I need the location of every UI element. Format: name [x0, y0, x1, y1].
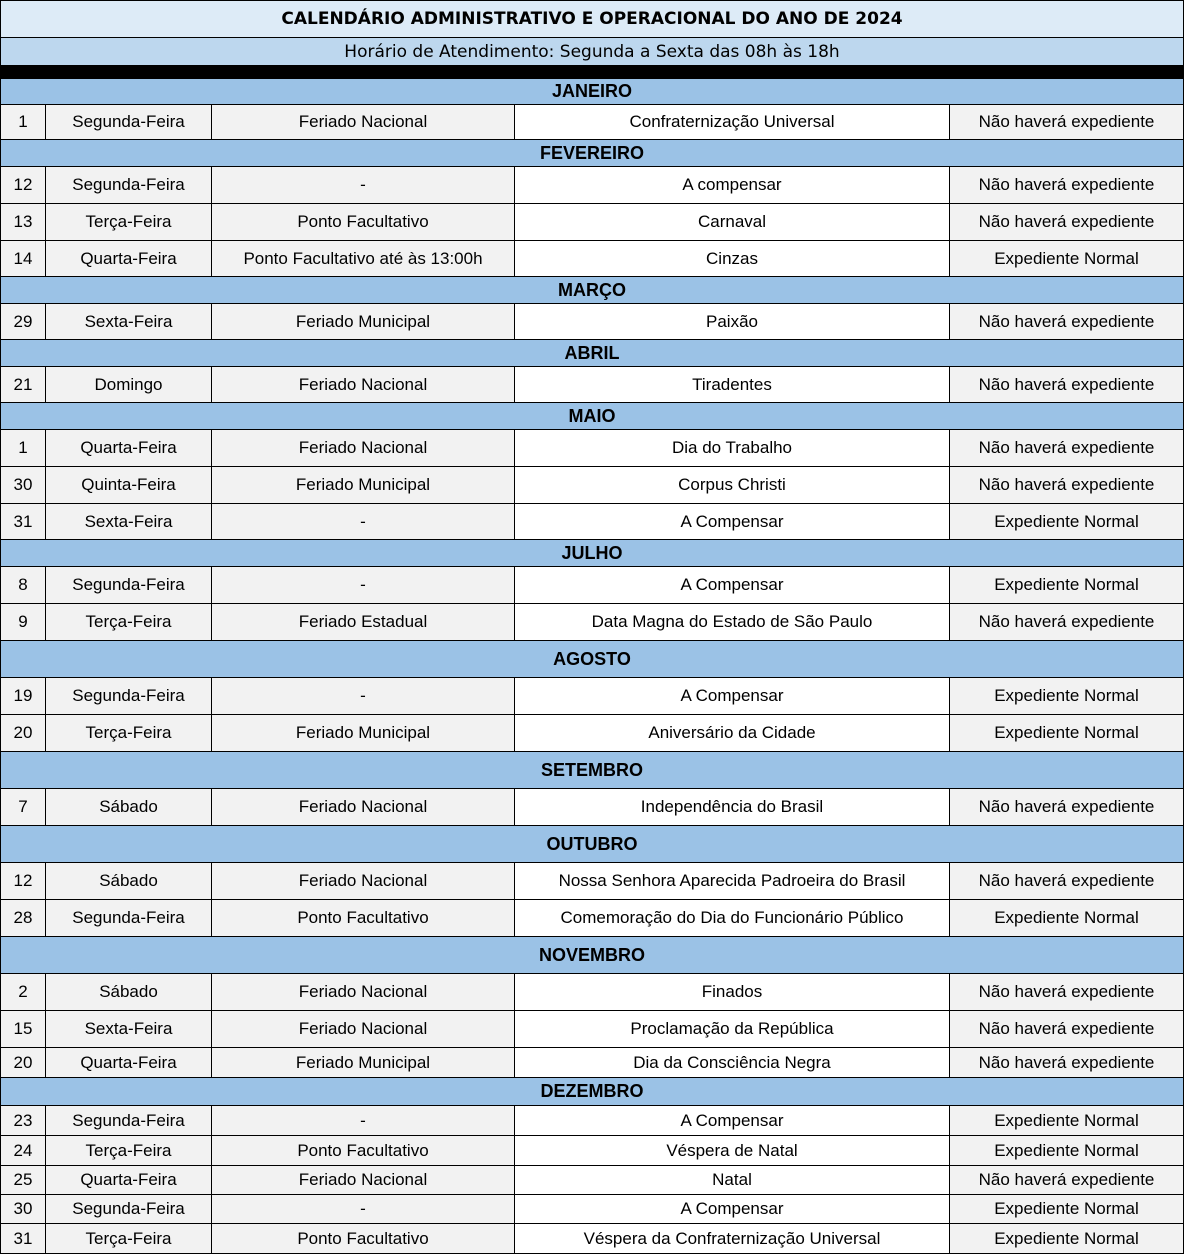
description-cell: Corpus Christi [515, 467, 950, 503]
type-cell: - [212, 678, 515, 714]
table-row [0, 241, 1184, 277]
table-row [0, 1195, 1184, 1224]
type-cell: Feriado Nacional [212, 1166, 515, 1194]
weekday-cell: Quarta-Feira [46, 1048, 212, 1077]
weekday-cell: Quarta-Feira [46, 1166, 212, 1194]
description-cell: Independência do Brasil [515, 789, 950, 825]
status-cell: Expediente Normal [950, 1195, 1184, 1223]
weekday-cell: Sexta-Feira [46, 1011, 212, 1047]
description-cell: A Compensar [515, 567, 950, 603]
table-row [0, 367, 1184, 403]
month-header: MAIO [0, 403, 1184, 430]
opening-hours-subtitle: Horário de Atendimento: Segunda a Sexta das 08h às 18h [0, 38, 1184, 65]
weekday-cell: Quarta-Feira [46, 241, 212, 276]
table-row [0, 204, 1184, 241]
status-cell: Expediente Normal [950, 715, 1184, 751]
type-cell: Ponto Facultativo [212, 1224, 515, 1253]
table-row [0, 567, 1184, 604]
table-row [0, 430, 1184, 467]
weekday-cell: Terça-Feira [46, 1224, 212, 1253]
weekday-cell: Terça-Feira [46, 204, 212, 240]
month-header: NOVEMBRO [0, 937, 1184, 974]
status-cell: Expediente Normal [950, 1224, 1184, 1253]
day-cell: 9 [1, 604, 46, 640]
table-row [0, 974, 1184, 1011]
description-cell: A compensar [515, 167, 950, 203]
day-cell: 24 [1, 1136, 46, 1165]
weekday-cell: Domingo [46, 367, 212, 402]
description-cell: Finados [515, 974, 950, 1010]
month-header: ABRIL [0, 340, 1184, 367]
weekday-cell: Sábado [46, 974, 212, 1010]
status-cell: Expediente Normal [950, 900, 1184, 936]
table-row [0, 467, 1184, 504]
weekday-cell: Segunda-Feira [46, 1106, 212, 1135]
status-cell: Não haverá expediente [950, 974, 1184, 1010]
day-cell: 1 [1, 430, 46, 466]
type-cell: - [212, 167, 515, 203]
description-cell: Aniversário da Cidade [515, 715, 950, 751]
status-cell: Não haverá expediente [950, 167, 1184, 203]
weekday-cell: Sábado [46, 863, 212, 899]
weekday-cell: Sexta-Feira [46, 504, 212, 539]
type-cell: Feriado Municipal [212, 1048, 515, 1077]
table-row [0, 863, 1184, 900]
type-cell: Feriado Nacional [212, 1011, 515, 1047]
type-cell: - [212, 1106, 515, 1135]
month-header: AGOSTO [0, 641, 1184, 678]
type-cell: Ponto Facultativo [212, 900, 515, 936]
weekday-cell: Terça-Feira [46, 604, 212, 640]
day-cell: 28 [1, 900, 46, 936]
description-cell: Carnaval [515, 204, 950, 240]
type-cell: Feriado Nacional [212, 863, 515, 899]
status-cell: Não haverá expediente [950, 1048, 1184, 1077]
weekday-cell: Segunda-Feira [46, 105, 212, 139]
day-cell: 2 [1, 974, 46, 1010]
description-cell: Dia da Consciência Negra [515, 1048, 950, 1077]
weekday-cell: Segunda-Feira [46, 1195, 212, 1223]
status-cell: Expediente Normal [950, 567, 1184, 603]
description-cell: A Compensar [515, 1106, 950, 1135]
table-row [0, 504, 1184, 540]
table-row [0, 1048, 1184, 1078]
weekday-cell: Segunda-Feira [46, 900, 212, 936]
month-header: MARÇO [0, 277, 1184, 304]
status-cell: Não haverá expediente [950, 367, 1184, 402]
type-cell: Ponto Facultativo até às 13:00h [212, 241, 515, 276]
type-cell: Feriado Nacional [212, 105, 515, 139]
description-cell: A Compensar [515, 1195, 950, 1223]
divider-bar [0, 65, 1184, 79]
weekday-cell: Terça-Feira [46, 1136, 212, 1165]
description-cell: Véspera de Natal [515, 1136, 950, 1165]
day-cell: 21 [1, 367, 46, 402]
day-cell: 19 [1, 678, 46, 714]
month-header: SETEMBRO [0, 752, 1184, 789]
month-header: DEZEMBRO [0, 1078, 1184, 1106]
description-cell: Comemoração do Dia do Funcionário Público [515, 900, 950, 936]
weekday-cell: Terça-Feira [46, 715, 212, 751]
status-cell: Não haverá expediente [950, 604, 1184, 640]
month-header: OUTUBRO [0, 826, 1184, 863]
table-row [0, 304, 1184, 340]
weekday-cell: Segunda-Feira [46, 567, 212, 603]
status-cell: Não haverá expediente [950, 430, 1184, 466]
day-cell: 13 [1, 204, 46, 240]
day-cell: 1 [1, 105, 46, 139]
status-cell: Expediente Normal [950, 1106, 1184, 1135]
day-cell: 20 [1, 715, 46, 751]
description-cell: A Compensar [515, 678, 950, 714]
status-cell: Não haverá expediente [950, 789, 1184, 825]
month-header: JULHO [0, 540, 1184, 567]
weekday-cell: Quinta-Feira [46, 467, 212, 503]
page-title: CALENDÁRIO ADMINISTRATIVO E OPERACIONAL DO ANO DE 2024 [0, 0, 1184, 38]
status-cell: Não haverá expediente [950, 304, 1184, 339]
status-cell: Não haverá expediente [950, 1011, 1184, 1047]
type-cell: Ponto Facultativo [212, 204, 515, 240]
status-cell: Expediente Normal [950, 241, 1184, 276]
table-row [0, 1224, 1184, 1254]
weekday-cell: Sexta-Feira [46, 304, 212, 339]
type-cell: Feriado Nacional [212, 974, 515, 1010]
weekday-cell: Segunda-Feira [46, 678, 212, 714]
day-cell: 23 [1, 1106, 46, 1135]
table-row [0, 678, 1184, 715]
table-row [0, 604, 1184, 641]
description-cell: Véspera da Confraternização Universal [515, 1224, 950, 1253]
status-cell: Não haverá expediente [950, 863, 1184, 899]
description-cell: Dia do Trabalho [515, 430, 950, 466]
day-cell: 31 [1, 504, 46, 539]
type-cell: Feriado Municipal [212, 304, 515, 339]
table-row [0, 105, 1184, 140]
table-row [0, 1106, 1184, 1136]
day-cell: 12 [1, 167, 46, 203]
table-row [0, 900, 1184, 937]
weekday-cell: Segunda-Feira [46, 167, 212, 203]
type-cell: Ponto Facultativo [212, 1136, 515, 1165]
type-cell: Feriado Estadual [212, 604, 515, 640]
description-cell: A Compensar [515, 504, 950, 539]
day-cell: 7 [1, 789, 46, 825]
description-cell: Paixão [515, 304, 950, 339]
status-cell: Não haverá expediente [950, 105, 1184, 139]
type-cell: Feriado Nacional [212, 430, 515, 466]
description-cell: Tiradentes [515, 367, 950, 402]
day-cell: 31 [1, 1224, 46, 1253]
day-cell: 15 [1, 1011, 46, 1047]
status-cell: Expediente Normal [950, 678, 1184, 714]
type-cell: Feriado Nacional [212, 367, 515, 402]
table-row [0, 715, 1184, 752]
table-row [0, 1011, 1184, 1048]
description-cell: Data Magna do Estado de São Paulo [515, 604, 950, 640]
month-header: JANEIRO [0, 79, 1184, 105]
status-cell: Expediente Normal [950, 504, 1184, 539]
status-cell: Não haverá expediente [950, 467, 1184, 503]
type-cell: Feriado Municipal [212, 715, 515, 751]
type-cell: - [212, 504, 515, 539]
weekday-cell: Quarta-Feira [46, 430, 212, 466]
day-cell: 8 [1, 567, 46, 603]
month-header: FEVEREIRO [0, 140, 1184, 167]
day-cell: 30 [1, 1195, 46, 1223]
table-row [0, 1166, 1184, 1195]
day-cell: 29 [1, 304, 46, 339]
description-cell: Proclamação da República [515, 1011, 950, 1047]
day-cell: 30 [1, 467, 46, 503]
description-cell: Nossa Senhora Aparecida Padroeira do Brasil [515, 863, 950, 899]
description-cell: Natal [515, 1166, 950, 1194]
type-cell: Feriado Municipal [212, 467, 515, 503]
status-cell: Não haverá expediente [950, 1166, 1184, 1194]
day-cell: 12 [1, 863, 46, 899]
day-cell: 20 [1, 1048, 46, 1077]
description-cell: Cinzas [515, 241, 950, 276]
table-row [0, 167, 1184, 204]
type-cell: Feriado Nacional [212, 789, 515, 825]
description-cell: Confraternização Universal [515, 105, 950, 139]
table-row [0, 1136, 1184, 1166]
type-cell: - [212, 567, 515, 603]
day-cell: 14 [1, 241, 46, 276]
day-cell: 25 [1, 1166, 46, 1194]
type-cell: - [212, 1195, 515, 1223]
weekday-cell: Sábado [46, 789, 212, 825]
status-cell: Não haverá expediente [950, 204, 1184, 240]
status-cell: Expediente Normal [950, 1136, 1184, 1165]
table-row [0, 789, 1184, 826]
